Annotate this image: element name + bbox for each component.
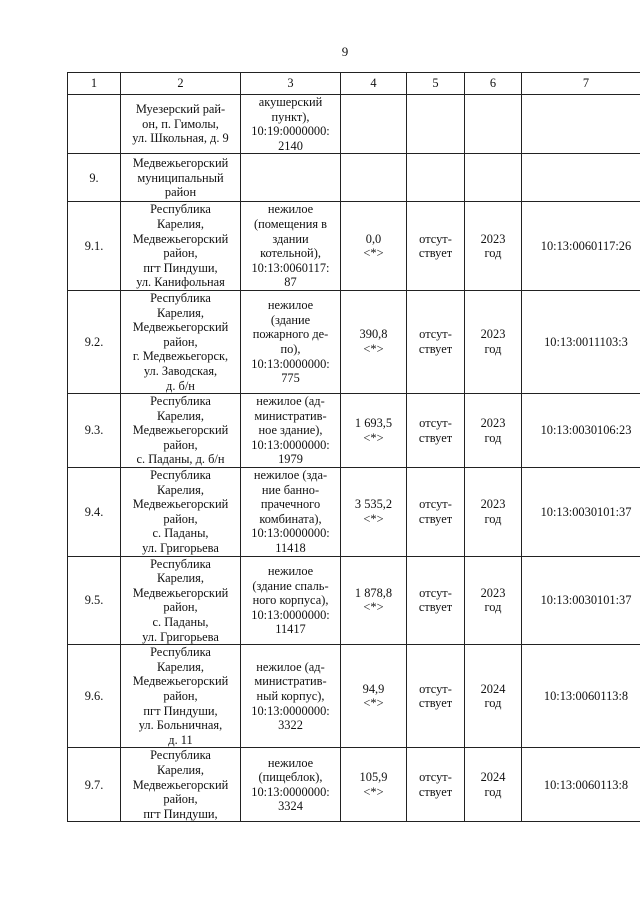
year-cell — [465, 202, 522, 291]
row-number: 9.6. — [84, 688, 104, 703]
address-text: Республика Карелия, Медвежьегорский район, пгт Пиндуши, ул. Больничная, д. 11 — [132, 645, 229, 747]
encumbrance-text: отсут- ствует — [418, 415, 453, 445]
cadastral-cell — [522, 645, 640, 748]
area-text: 105,9 <*> — [359, 770, 388, 799]
object-cell — [241, 556, 341, 645]
cadastral-text: 10:13:0011103:3 — [544, 334, 628, 349]
area-text: 3 535,2 <*> — [354, 497, 393, 526]
area-cell — [341, 556, 407, 645]
row-number: 9.5. — [84, 593, 104, 608]
address-text: Республика Карелия, Медвежьегорский район, пгт Пиндуши, — [132, 748, 229, 821]
row-number-cell — [68, 95, 121, 154]
area-text: 94,9 <*> — [362, 681, 385, 711]
area-text: 1 693,5 <*> — [354, 415, 393, 445]
year-cell — [465, 394, 522, 468]
cadastral-text: 10:13:0030101:37 — [540, 593, 632, 608]
address-text: Медвежьегорский муниципальный район — [132, 155, 229, 200]
column-header-2: 2 — [121, 73, 241, 95]
year-text: 2024 год — [480, 681, 506, 711]
area-text: 1 878,8 <*> — [354, 585, 393, 615]
year-text: 2023 год — [480, 415, 506, 445]
object-cell — [241, 645, 341, 748]
year-cell — [465, 95, 522, 154]
row-number: 9.7. — [84, 777, 104, 792]
table-row — [68, 468, 640, 557]
object-text: нежилое (здание спаль- ного корпуса), 10:13:0000000: 11417 — [251, 563, 330, 637]
object-text: нежилое (зда- ние банно- прачечного комбината), 10:13:0000000: 11418 — [251, 468, 330, 556]
year-cell — [465, 290, 522, 393]
column-header-6: 6 — [465, 73, 522, 95]
address-text: Республика Карелия, Медвежьегорский район, с. Паданы, д. б/н — [132, 394, 229, 467]
encumbrance-text: отсут- ствует — [418, 231, 453, 261]
cadastral-text: 10:13:0060113:8 — [543, 688, 629, 703]
area-cell — [341, 748, 407, 822]
column-header-3: 3 — [241, 73, 341, 95]
address-cell — [121, 645, 241, 748]
object-cell — [241, 154, 341, 202]
encumbrance-text: отсут- ствует — [418, 327, 453, 357]
row-number-cell — [68, 468, 121, 557]
cadastral-cell — [522, 95, 640, 154]
encumbrance-cell — [407, 468, 465, 557]
object-cell — [241, 290, 341, 393]
object-text: акушерский пункт), 10:19:0000000: 2140 — [251, 95, 330, 153]
cadastral-cell — [522, 202, 640, 291]
table-row — [68, 154, 640, 202]
object-cell — [241, 95, 341, 154]
address-cell — [121, 468, 241, 557]
year-text: 2023 год — [480, 231, 506, 261]
cadastral-cell — [522, 154, 640, 202]
column-header-4: 4 — [341, 73, 407, 95]
cadastral-cell — [522, 748, 640, 822]
column-header-1: 1 — [68, 73, 121, 95]
address-text: Республика Карелия, Медвежьегорский район, с. Паданы, ул. Григорьева — [132, 556, 229, 644]
row-number: 9.3. — [84, 423, 104, 438]
object-text: нежилое (ад- министратив- ный корпус), 10:13:0000000: 3322 — [251, 659, 330, 733]
area-cell — [341, 154, 407, 202]
encumbrance-cell — [407, 95, 465, 154]
address-text: Республика Карелия, Медвежьегорский район, пгт Пиндуши, ул. Канифольная — [132, 202, 229, 290]
table-row — [68, 394, 640, 468]
address-text: Республика Карелия, Медвежьегорский район, с. Паданы, ул. Григорьева — [132, 468, 229, 556]
row-number: 9. — [89, 170, 99, 185]
table-header-row — [68, 73, 640, 95]
row-number-cell — [68, 645, 121, 748]
area-cell — [341, 95, 407, 154]
address-cell — [121, 202, 241, 291]
area-text: 0,0 <*> — [363, 231, 384, 261]
object-cell — [241, 202, 341, 291]
address-cell — [121, 394, 241, 468]
row-number: 9.1. — [84, 238, 104, 253]
year-text: 2023 год — [480, 497, 506, 526]
table-row — [68, 290, 640, 393]
table-row — [68, 556, 640, 645]
table-row — [68, 95, 640, 154]
year-text: 2023 год — [480, 327, 506, 357]
table-row — [68, 645, 640, 748]
encumbrance-cell — [407, 394, 465, 468]
encumbrance-text: отсут- ствует — [418, 681, 453, 711]
encumbrance-text: отсут- ствует — [418, 585, 453, 615]
encumbrance-cell — [407, 154, 465, 202]
area-cell — [341, 202, 407, 291]
object-cell — [241, 394, 341, 468]
encumbrance-text: отсут- ствует — [418, 497, 453, 526]
encumbrance-text: отсут- ствует — [418, 770, 453, 799]
address-cell — [121, 556, 241, 645]
encumbrance-cell — [407, 748, 465, 822]
address-cell — [121, 748, 241, 822]
object-text: нежилое (помещения в здании котельной), 10:13:0060117: 87 — [251, 202, 330, 290]
year-text: 2024 год — [480, 770, 506, 799]
address-text: Республика Карелия, Медвежьегорский район, г. Медвежьегорск, ул. Заводская, д. б/н — [132, 290, 229, 393]
year-cell — [465, 748, 522, 822]
area-cell — [341, 645, 407, 748]
table-row — [68, 202, 640, 291]
cadastral-text: 10:13:0030106:23 — [540, 423, 632, 438]
address-cell — [121, 95, 241, 154]
row-number: 9.4. — [84, 504, 104, 519]
area-cell — [341, 290, 407, 393]
row-number-cell — [68, 394, 121, 468]
cadastral-cell — [522, 290, 640, 393]
encumbrance-cell — [407, 202, 465, 291]
year-cell — [465, 556, 522, 645]
area-cell — [341, 468, 407, 557]
property-table — [67, 72, 640, 822]
column-header-5: 5 — [407, 73, 465, 95]
cadastral-text: 10:13:0060113:8 — [543, 777, 629, 792]
row-number-cell — [68, 202, 121, 291]
cadastral-cell — [522, 394, 640, 468]
object-text: нежилое (пищеблок), 10:13:0000000: 3324 — [251, 755, 330, 814]
address-text: Муезерский рай- он, п. Гимолы, ул. Школьная, д. 9 — [132, 102, 229, 146]
row-number-cell — [68, 290, 121, 393]
object-cell — [241, 748, 341, 822]
row-number-cell — [68, 154, 121, 202]
row-number-cell — [68, 748, 121, 822]
year-cell — [465, 154, 522, 202]
table-row — [68, 748, 640, 822]
page-number: 9 — [341, 44, 349, 59]
row-number: 9.2. — [84, 334, 104, 349]
object-cell — [241, 468, 341, 557]
encumbrance-cell — [407, 645, 465, 748]
encumbrance-cell — [407, 290, 465, 393]
encumbrance-cell — [407, 556, 465, 645]
cadastral-text: 10:13:0060117:26 — [540, 238, 632, 253]
cadastral-cell — [522, 556, 640, 645]
column-header-7: 7 — [522, 73, 640, 95]
object-text: нежилое (ад- министратив- ное здание), 10:13:0000000: 1979 — [251, 394, 330, 467]
cadastral-text: 10:13:0030101:37 — [540, 504, 632, 519]
address-cell — [121, 290, 241, 393]
address-cell — [121, 154, 241, 202]
year-cell — [465, 468, 522, 557]
object-text: нежилое (здание пожарного де- по), 10:13:0000000: 775 — [251, 298, 330, 386]
area-cell — [341, 394, 407, 468]
year-cell — [465, 645, 522, 748]
cadastral-cell — [522, 468, 640, 557]
row-number-cell — [68, 556, 121, 645]
year-text: 2023 год — [480, 585, 506, 615]
area-text: 390,8 <*> — [359, 327, 388, 357]
